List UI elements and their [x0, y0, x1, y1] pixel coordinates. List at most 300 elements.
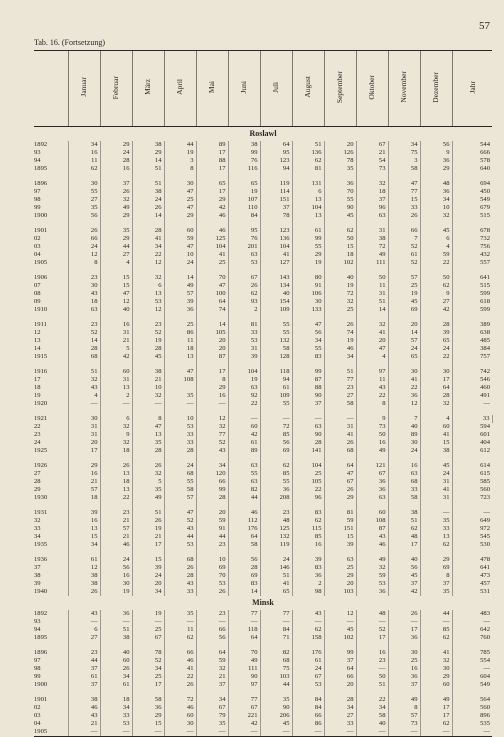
header-month [196, 51, 228, 127]
value-cell: 37 [388, 580, 420, 588]
value-cell: 31 [324, 423, 356, 431]
value-cell: 59 [324, 517, 356, 525]
value-cell: 53 [228, 259, 260, 267]
value-cell: — [420, 509, 452, 517]
value-cell: 35 [132, 439, 164, 447]
value-cell: 62 [420, 634, 452, 642]
value-cell: 51 [356, 298, 388, 306]
value-cell: 24 [388, 345, 420, 353]
value-cell: 33 [100, 712, 132, 720]
value-cell: 62 [420, 541, 452, 549]
value-cell: 12 [68, 251, 100, 259]
value-cell: 58 [260, 345, 292, 353]
value-cell: 201 [228, 243, 260, 251]
value-cell: 75 [260, 665, 292, 673]
value-cell: 128 [260, 353, 292, 361]
value-cell: 15 [132, 556, 164, 564]
year-cell: 02 [34, 235, 41, 242]
value-cell: 46 [68, 704, 100, 712]
value-cell: 45 [260, 720, 292, 728]
value-cell: 33 [164, 431, 196, 439]
value-cell: 19 [228, 188, 260, 196]
value-cell: 105 [292, 478, 324, 486]
annual-cell: 723 [452, 494, 492, 502]
value-cell: 61 [228, 439, 260, 447]
value-cell: 20 [196, 345, 228, 353]
value-cell: 35 [164, 610, 196, 618]
value-cell: 66 [292, 712, 324, 720]
value-cell: 64 [196, 298, 228, 306]
value-cell: 97 [228, 681, 260, 689]
year-cell: 1931 [34, 509, 48, 516]
value-cell: 52 [356, 626, 388, 634]
value-cell: 66 [196, 626, 228, 634]
table-row [34, 486, 492, 494]
table-row [34, 188, 492, 196]
annual-cell: 564 [452, 696, 492, 704]
value-cell: 36 [388, 673, 420, 681]
value-cell: 21 [132, 533, 164, 541]
value-cell: — [356, 665, 388, 673]
table-row [34, 580, 492, 588]
table-row [34, 329, 492, 337]
value-cell: 69 [228, 572, 260, 580]
value-cell: 31 [100, 376, 132, 384]
value-cell: 27 [420, 298, 452, 306]
value-cell: 96 [292, 494, 324, 502]
value-cell: 36 [324, 180, 356, 188]
value-cell: 23 [324, 384, 356, 392]
value-cell: 17 [388, 541, 420, 549]
value-cell: 90 [292, 392, 324, 400]
year-cell: 1921 [34, 415, 48, 422]
value-cell: 65 [388, 353, 420, 361]
value-cell: 61 [68, 673, 100, 681]
value-cell: 15 [132, 720, 164, 728]
value-cell: 32 [100, 196, 132, 204]
value-cell: 60 [164, 712, 196, 720]
value-cell: 62 [164, 634, 196, 642]
value-cell: 18 [100, 478, 132, 486]
table-row [34, 478, 492, 486]
value-cell: 47 [100, 290, 132, 298]
value-cell: 221 [228, 712, 260, 720]
value-cell: 18 [356, 188, 388, 196]
value-cell: 70 [196, 274, 228, 282]
value-cell: 11 [356, 282, 388, 290]
value-cell: 77 [260, 610, 292, 618]
year-cell: 38 [34, 572, 41, 579]
table-row [34, 196, 492, 204]
value-cell: 104 [292, 204, 324, 212]
value-cell: 21 [356, 149, 388, 157]
value-cell: 65 [196, 180, 228, 188]
value-cell: 23 [196, 610, 228, 618]
value-cell: 11 [356, 376, 388, 384]
value-cell: 73 [356, 423, 388, 431]
value-cell: 24 [164, 259, 196, 267]
annual-cell: 578 [452, 157, 492, 165]
value-cell: 16 [292, 541, 324, 549]
year-cell: 97 [34, 657, 41, 664]
value-cell: 47 [324, 470, 356, 478]
value-cell: 32 [324, 298, 356, 306]
table-row [34, 610, 492, 618]
value-cell: 26 [132, 462, 164, 470]
value-cell: 63 [228, 478, 260, 486]
table-row [34, 470, 492, 478]
value-cell: 71 [260, 634, 292, 642]
value-cell: 33 [164, 588, 196, 596]
year-cell: 17 [34, 376, 41, 383]
value-cell: 107 [228, 196, 260, 204]
annual-cell: 544 [452, 141, 492, 149]
annual-cell: — [452, 400, 492, 408]
value-cell: 49 [164, 282, 196, 290]
annual-cell: 384 [452, 345, 492, 353]
value-cell: 41 [260, 251, 292, 259]
value-cell: 67 [356, 141, 388, 149]
value-cell: 19 [164, 149, 196, 157]
value-cell: 120 [196, 470, 228, 478]
value-cell: 15 [324, 533, 356, 541]
value-cell: 46 [196, 212, 228, 220]
value-cell: 22 [356, 696, 388, 704]
value-cell: 17 [196, 188, 228, 196]
value-cell: 44 [260, 681, 292, 689]
value-cell: 29 [420, 673, 452, 681]
table-row [34, 657, 492, 665]
value-cell: 26 [100, 462, 132, 470]
value-cell: 41 [132, 235, 164, 243]
value-cell: — [132, 400, 164, 408]
value-cell: 23 [68, 321, 100, 329]
table-row [34, 494, 492, 502]
table-row [34, 376, 492, 384]
value-cell: 53 [356, 580, 388, 588]
value-cell: 58 [356, 712, 388, 720]
value-cell: 10 [420, 204, 452, 212]
value-cell: 23 [356, 657, 388, 665]
value-cell: 15 [100, 274, 132, 282]
value-cell: 80 [292, 274, 324, 282]
group-gap [34, 455, 492, 462]
value-cell: — [324, 415, 356, 423]
annual-cell: 640 [452, 165, 492, 173]
value-cell: 116 [228, 165, 260, 173]
value-cell: 17 [356, 634, 388, 642]
value-cell: 46 [164, 704, 196, 712]
value-cell: 28 [196, 494, 228, 502]
value-cell: — [260, 415, 292, 423]
value-cell: 60 [100, 368, 132, 376]
value-cell: 67 [292, 673, 324, 681]
value-cell: 17 [196, 149, 228, 157]
annual-cell: 757 [452, 353, 492, 361]
table-row [34, 251, 492, 259]
value-cell: 38 [68, 696, 100, 704]
year-cell: 1925 [34, 447, 48, 454]
header-month [68, 51, 100, 127]
value-cell: 32 [100, 423, 132, 431]
value-cell: 69 [196, 564, 228, 572]
value-cell: 57 [388, 712, 420, 720]
value-cell: 111 [356, 259, 388, 267]
value-cell: 29 [132, 712, 164, 720]
value-cell: 38 [388, 509, 420, 517]
value-cell: 64 [228, 634, 260, 642]
value-cell: 30 [420, 368, 452, 376]
value-cell: 47 [196, 282, 228, 290]
value-cell: 46 [164, 657, 196, 665]
year-cell: 13 [34, 337, 41, 344]
value-cell: 55 [324, 196, 356, 204]
value-cell: 85 [292, 533, 324, 541]
value-cell: 29 [292, 251, 324, 259]
value-cell: 52 [196, 439, 228, 447]
value-cell: 18 [68, 494, 100, 502]
annual-cell: 404 [452, 439, 492, 447]
value-cell: 126 [324, 149, 356, 157]
value-cell: — [164, 728, 196, 737]
value-cell: 70 [196, 572, 228, 580]
group-gap [34, 314, 492, 321]
year-cell: 1892 [34, 141, 48, 148]
value-cell: — [324, 618, 356, 626]
value-cell: 29 [420, 556, 452, 564]
table-row [34, 618, 492, 626]
value-cell: 20 [324, 580, 356, 588]
value-cell: 84 [228, 212, 260, 220]
value-cell: 43 [68, 384, 100, 392]
value-cell: 68 [260, 657, 292, 665]
value-cell: 35 [196, 720, 228, 728]
value-cell: 28 [100, 157, 132, 165]
table-row [34, 353, 492, 361]
value-cell: 119 [260, 541, 292, 549]
header-label: April [175, 79, 185, 96]
value-cell: 53 [164, 423, 196, 431]
value-cell: 23 [68, 274, 100, 282]
value-cell: 7 [388, 235, 420, 243]
table-row [34, 392, 492, 400]
table-row [34, 345, 492, 353]
value-cell: 65 [228, 180, 260, 188]
table-row [34, 235, 492, 243]
value-cell: — [228, 728, 260, 737]
value-cell: 49 [132, 494, 164, 502]
value-cell: 34 [68, 141, 100, 149]
value-cell: 32 [356, 564, 388, 572]
annual-cell: 531 [452, 588, 492, 596]
value-cell: 3 [388, 157, 420, 165]
value-cell: 34 [388, 141, 420, 149]
value-cell: 4 [420, 415, 452, 423]
value-cell: 61 [260, 384, 292, 392]
value-cell: 125 [196, 235, 228, 243]
value-cell: 83 [292, 353, 324, 361]
value-cell: 39 [292, 556, 324, 564]
value-cell: 6 [100, 415, 132, 423]
value-cell: 8 [164, 165, 196, 173]
value-cell: 9 [420, 290, 452, 298]
value-cell: 57 [164, 290, 196, 298]
value-cell: 6 [132, 282, 164, 290]
value-cell: 12 [68, 564, 100, 572]
value-cell: 49 [356, 447, 388, 455]
value-cell: 42 [388, 588, 420, 596]
annual-cell: — [452, 728, 492, 737]
value-cell: 99 [196, 486, 228, 494]
value-cell: 29 [100, 235, 132, 243]
value-cell: 28 [164, 572, 196, 580]
value-cell: 13 [164, 353, 196, 361]
value-cell: 32 [356, 180, 388, 188]
value-cell: 17 [388, 626, 420, 634]
value-cell: 46 [324, 345, 356, 353]
value-cell: 123 [260, 227, 292, 235]
value-cell: 69 [420, 564, 452, 572]
value-cell: 16 [196, 392, 228, 400]
value-cell: 28 [132, 345, 164, 353]
value-cell: 20 [132, 580, 164, 588]
value-cell: 32 [420, 400, 452, 408]
annual-cell: 530 [452, 541, 492, 549]
value-cell: 10 [164, 415, 196, 423]
value-cell: 51 [132, 180, 164, 188]
annual-cell: 485 [452, 337, 492, 345]
value-cell: 82 [260, 649, 292, 657]
value-cell: 99 [292, 235, 324, 243]
value-cell: 15 [100, 282, 132, 290]
value-cell: 37 [292, 400, 324, 408]
annual-cell: 604 [452, 673, 492, 681]
value-cell: 43 [356, 384, 388, 392]
value-cell: 32 [68, 376, 100, 384]
value-cell: 55 [164, 478, 196, 486]
header-label: Juni [239, 80, 249, 94]
value-cell: 33 [420, 525, 452, 533]
table-row [34, 227, 492, 235]
annual-cell: 545 [452, 533, 492, 541]
value-cell: 55 [260, 400, 292, 408]
value-cell: 47 [164, 204, 196, 212]
value-cell: 12 [132, 306, 164, 314]
value-cell: 77 [196, 431, 228, 439]
group-gap [34, 408, 492, 415]
value-cell: 58 [388, 494, 420, 502]
table-row [34, 712, 492, 720]
value-cell: 52 [388, 243, 420, 251]
value-cell: 10 [164, 251, 196, 259]
value-cell: 49 [388, 696, 420, 704]
value-cell: 26 [324, 321, 356, 329]
value-cell: 25 [196, 259, 228, 267]
value-cell: 93 [228, 298, 260, 306]
value-cell: 27 [324, 712, 356, 720]
value-cell: 59 [356, 572, 388, 580]
value-cell: 38 [132, 188, 164, 196]
value-cell: 5 [100, 345, 132, 353]
value-cell: 34 [420, 196, 452, 204]
value-cell: 54 [356, 157, 388, 165]
year-cell: 1900 [34, 212, 48, 219]
value-cell: 47 [164, 188, 196, 196]
value-cell: 17 [68, 447, 100, 455]
table-row [34, 415, 492, 423]
annual-cell: 756 [452, 243, 492, 251]
value-cell: 53 [132, 298, 164, 306]
value-cell: 68 [68, 353, 100, 361]
value-cell: 16 [100, 321, 132, 329]
value-cell: 47 [132, 423, 164, 431]
value-cell: 32 [132, 392, 164, 400]
value-cell: 56 [228, 556, 260, 564]
value-cell: 99 [324, 649, 356, 657]
value-cell: 50 [324, 235, 356, 243]
value-cell: 31 [356, 227, 388, 235]
value-cell: 90 [324, 204, 356, 212]
value-cell: 40 [260, 290, 292, 298]
value-cell: — [324, 728, 356, 737]
value-cell: 12 [132, 259, 164, 267]
value-cell: 20 [68, 439, 100, 447]
year-cell: 37 [34, 564, 41, 571]
value-cell: 21 [100, 533, 132, 541]
value-cell: 50 [356, 274, 388, 282]
value-cell: 94 [260, 165, 292, 173]
value-cell: 13 [292, 196, 324, 204]
year-cell: 19 [34, 392, 41, 399]
value-cell: 29 [196, 384, 228, 392]
year-cell: 04 [34, 720, 41, 727]
value-cell: 24 [132, 196, 164, 204]
annual-cell: 546 [452, 376, 492, 384]
value-cell: 19 [324, 282, 356, 290]
value-cell: 50 [356, 673, 388, 681]
value-cell: 22 [132, 251, 164, 259]
value-cell: 72 [260, 423, 292, 431]
annual-cell: 491 [452, 392, 492, 400]
value-cell: 32 [420, 212, 452, 220]
value-cell: 30 [388, 649, 420, 657]
value-cell: 56 [68, 212, 100, 220]
value-cell: 27 [68, 196, 100, 204]
value-cell: 29 [164, 212, 196, 220]
value-cell: 83 [292, 564, 324, 572]
value-cell: 19 [132, 525, 164, 533]
value-cell: 56 [100, 564, 132, 572]
value-cell: 21 [68, 720, 100, 728]
annual-cell: 638 [452, 329, 492, 337]
value-cell: 24 [260, 556, 292, 564]
value-cell: 18 [100, 447, 132, 455]
value-cell: 20 [196, 337, 228, 345]
value-cell: 37 [420, 580, 452, 588]
year-cell: 29 [34, 486, 41, 493]
value-cell: 25 [292, 470, 324, 478]
value-cell: 134 [260, 282, 292, 290]
annual-cell: 678 [452, 227, 492, 235]
value-cell: 85 [260, 470, 292, 478]
value-cell: 45 [420, 462, 452, 470]
value-cell: 104 [196, 243, 228, 251]
value-cell: 64 [260, 141, 292, 149]
value-cell: 18 [324, 251, 356, 259]
value-cell: 36 [356, 588, 388, 596]
value-cell: 5 [132, 478, 164, 486]
annual-cell: 785 [452, 649, 492, 657]
